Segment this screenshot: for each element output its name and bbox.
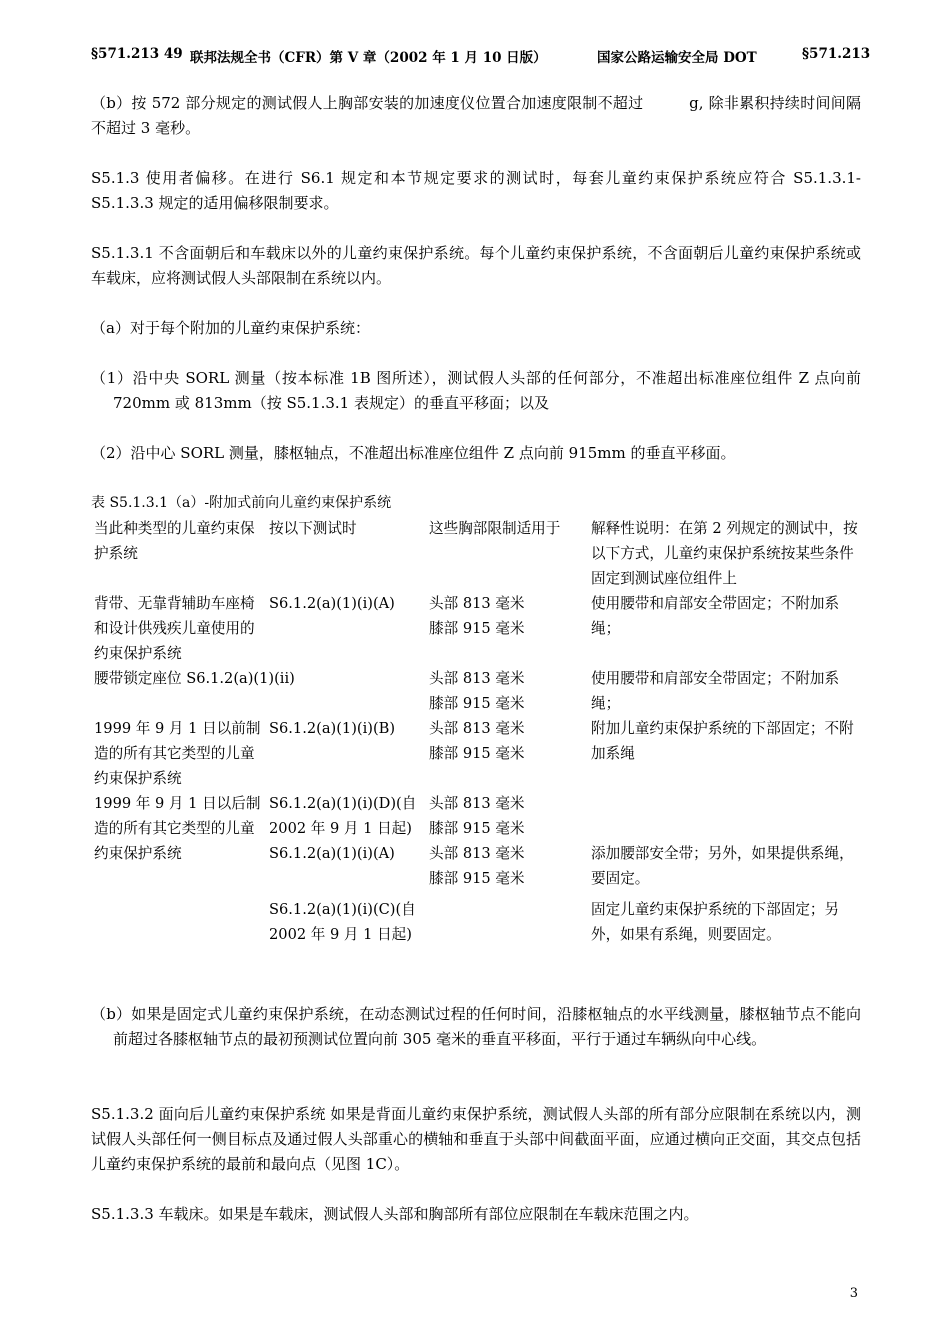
paragraph-s5-1-3-2: S5.1.3.2 面向后儿童约束保护系统 如果是背面儿童约束保护系统，测试假人头部的所有部分应限制在系统以内，测试假人头部任何一侧目标点及通过假人头部重心的横轴和垂直于头部中间截面平面，应通过横向正交面，其交点包括儿童约束保护系统的最前和最向点（见图 1C）。 xyxy=(91,1105,861,1173)
table-cell: 使用腰带和肩部安全带固定；不附加系绳； xyxy=(591,595,840,637)
page-number: 3 xyxy=(849,1286,858,1301)
table-cell: 附加儿童约束保护系统的下部固定；不附加系绳 xyxy=(591,720,854,762)
table-header-cell: 解释性说明：在第 2 列规定的测试中，按以下方式，儿童约束保护系统按某些条件固定到测试座位组件上 xyxy=(591,520,858,587)
table-row xyxy=(94,591,863,666)
table-cell: S6.1.2(a)(1)(i)(B) xyxy=(269,720,396,737)
paragraph-b-fixed: （b）如果是固定式儿童约束保护系统，在动态测试过程的任何时间，沿膝枢轴点的水平线测量，膝枢轴节点不能向前超过各膝枢轴节点的最初预测试位置向前 305 毫米的垂直平移面，平行于通过车辆纵向中心线。 xyxy=(91,1005,861,1048)
table-cell xyxy=(429,891,591,947)
table-row xyxy=(94,791,863,841)
table-cell: 添加腰部安全带；另外，如果提供系绳，要固定。 xyxy=(591,845,854,887)
header-agency: 国家公路运输安全局 DOT xyxy=(597,50,757,66)
table-cell: 1999 年 9 月 1 日以后制造的所有其它类型的儿童约束保护系统 xyxy=(94,795,261,862)
paragraph-s5-1-3-1: S5.1.3.1 不含面朝后和车载床以外的儿童约束保护系统。每个儿童约束保护系统，不含面朝后儿童约束保护系统或车载床，应将测试假人头部限制在系统以内。 xyxy=(91,244,861,287)
paragraph-a1: （1）沿中央 SORL 测量（按本标准 1B 图所述），测试假人头部的任何部分，不准超出标准座位组件 Z 点向前 720mm 或 813mm（按 S5.1.3.1 表规定）的垂直平移面；以及 xyxy=(91,369,861,412)
table-header-cell: 这些胸部限制适用于 xyxy=(429,520,561,537)
paragraph-a2: （2）沿中心 SORL 测量，膝枢轴点，不准超出标准座位组件 Z 点向前 915mm 的垂直平移面。 xyxy=(91,444,736,462)
table-caption: 表 S5.1.3.1（a）-附加式前向儿童约束保护系统 xyxy=(91,495,392,511)
header-section-right: §571.213 xyxy=(802,46,871,62)
table-cell: S6.1.2(a)(1)(i)(A) xyxy=(269,845,395,862)
paragraph-b-accel: （b）按 572 部分规定的测试假人上胸部安装的加速度仪位置合加速度限制不超过 g, 除非累积持续时间间隔不超过 3 毫秒。 xyxy=(91,94,861,137)
table-row xyxy=(94,666,863,716)
table-cell: 使用腰带和肩部安全带固定；不附加系绳； xyxy=(591,670,840,712)
paragraph-s5-1-3: S5.1.3 使用者偏移。在进行 S6.1 规定和本节规定要求的测试时，每套儿童约束保护系统应符合 S5.1.3.1-S5.1.3.3 规定的适用偏移限制要求。 xyxy=(91,169,861,212)
table-cell: 头部 813 毫米 膝部 915 毫米 xyxy=(429,670,525,712)
table-cell: 固定儿童约束保护系统的下部固定；另外，如果有系绳，则要固定。 xyxy=(591,901,840,943)
table-cell: 头部 813 毫米 膝部 915 毫米 xyxy=(429,720,525,762)
header-section: §571.213 49 xyxy=(91,46,183,62)
restraint-table xyxy=(94,516,863,947)
paragraph-a: （a）对于每个附加的儿童约束保护系统： xyxy=(91,319,370,337)
table-cell: 头部 813 毫米 膝部 915 毫米 xyxy=(429,845,525,887)
table-cell xyxy=(94,891,269,947)
table-cell: S6.1.2(a)(1)(i)(A) xyxy=(269,595,395,612)
table-cell xyxy=(591,791,863,841)
table-cell: 头部 813 毫米 膝部 915 毫米 xyxy=(429,795,525,837)
table-cell: 头部 813 毫米 膝部 915 毫米 xyxy=(429,595,525,637)
table-row xyxy=(94,716,863,791)
table-cell: S6.1.2(a)(1)(i)(C)(自 2002 年 9 月 1 日起) xyxy=(269,901,416,943)
header-title: 联邦法规全书（CFR）第 V 章（2002 年 1 月 10 日版） xyxy=(190,50,547,66)
table-cell: 1999 年 9 月 1 日以前制造的所有其它类型的儿童约束保护系统 xyxy=(94,720,261,787)
table-cell: 腰带锁定座位 S6.1.2(a)(1)(ii) xyxy=(94,670,295,687)
table-header-cell: 当此种类型的儿童约束保护系统 xyxy=(94,520,255,562)
table-cell: S6.1.2(a)(1)(i)(D)(自 2002 年 9 月 1 日起) xyxy=(269,795,417,837)
table-header-cell: 按以下测试时 xyxy=(269,520,357,537)
table-header-row xyxy=(94,516,863,591)
paragraph-s5-1-3-3: S5.1.3.3 车载床。如果是车载床，测试假人头部和胸部所有部位应限制在车载床范围之内。 xyxy=(91,1205,699,1223)
table-cell: 背带、无靠背辅助车座椅和设计供残疾儿童使用的约束保护系统 xyxy=(94,595,255,662)
table-row xyxy=(94,891,863,947)
